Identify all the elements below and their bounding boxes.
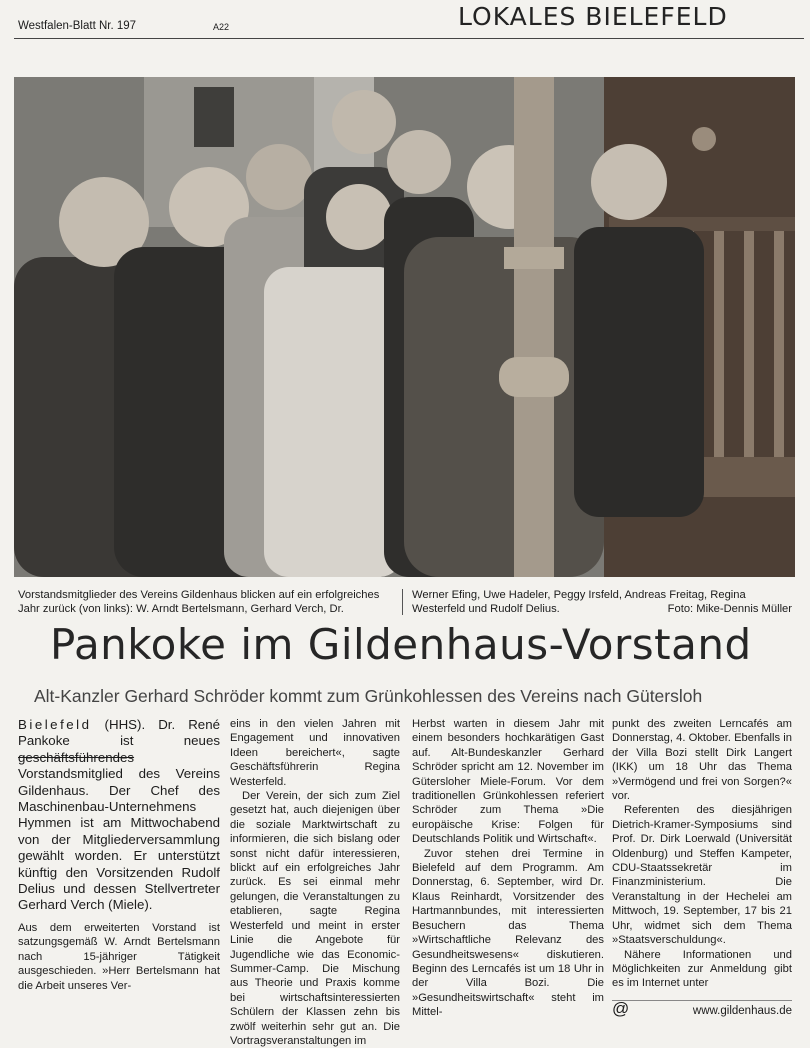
section-title: LOKALES BIELEFELD [458,2,728,31]
newspaper-issue: Westfalen-Blatt Nr. 197 [18,20,137,32]
photo-caption: Vorstandsmitglieder des Vereins Gildenhaus blicken auf ein erfolgreiches Jahr zurück (von links): W. Arndt Bertelsmann, Gerhard Verch, Dr. [18,589,380,615]
subheadline: Alt-Kanzler Gerhard Schröder kommt zum Grünkohlessen des Vereins nach Gütersloh [34,686,703,706]
article-column-2 [230,717,400,1048]
paragraph: Herbst warten in diesem Jahr mit einem besonders hochkarätigen Gast auf. Alt-Bundeskanzler Gerhard Schröder spricht am 12. November im Gütersloher Miele-Forum. Vor dem traditionellen Grünkohlessen referiert Schröder zum Thema »Die europäische Krise: Folgen für Deutschlands Politik und Wirtschaft«. [412,718,604,846]
web-reference [612,1000,792,1017]
group-photo [14,77,795,577]
header-divider [14,38,804,39]
article-column-4 [612,717,792,991]
lead-text-rest: Vorstandsmitglied des Vereins Gildenhaus. Der Chef des Maschinenbau-Unternehmens Hymmen ist am Mittwochabend von der Mitgliederversammlung gewählt worden. Er unterstützt künftig den Vorsitzenden Rudolf Delius und dessen Stellvertreter Gerhard Verch (Miele). [18,766,220,913]
lead-text-start: (HHS). Dr. René Pankoke ist neues [18,717,220,749]
article-column-3 [412,717,604,1020]
caption-divider [402,589,403,615]
paragraph: Referenten des diesjährigen Dietrich-Kramer-Symposiums sind Prof. Dr. Dirk Loerwald (Universität Oldenburg) und Steffen Kampeter, CDU-Staatssekretär im Finanzministerium. Die Veranstaltung in der Hechelei am Mittwoch, 19. September, 17 bis 21 Uhr, widmet sich dem Thema »Staatsverschuldung«. [612,804,792,947]
paragraph: Nähere Informationen und Möglichkeiten zur Anmeldung gibt es im Internet unter [612,948,792,990]
paragraph: punkt des zweiten Lerncafés am Donnerstag, 4. Oktober. Ebenfalls in der Villa Bozi stellt Dirk Langert (IKK) um 18 Uhr das Thema »Vermögend und frei von Sorgen?« vor. [612,718,792,803]
headline: Pankoke im Gildenhaus-Vorstand [50,620,752,669]
paragraph: eins in den vielen Jahren mit Engagement und innovativen Ideen bereichert«, sagte Geschäftsführerin Regina Westerfeld. [230,718,400,788]
paragraph: Zuvor stehen drei Termine in Bielefeld auf dem Programm. Am Donnerstag, 6. September, wird Dr. Klaus Reinhardt, Vorsitzender des Hartmannbundes, mit interessierten Besuchern das Thema »Wirtschaftliche Relevanz des Gesundheitswesens« diskutieren. Beginn des Lerncafés ist um 18 Uhr in der Villa Bozi. Die »Gesundheitswirtschaft« steht im Mittel- [412,847,604,1019]
page-number: A22 [213,22,230,32]
website-url: www.gildenhaus.de [692,1005,792,1017]
at-sign-icon: @ [612,999,630,1018]
paragraph: Aus dem erweiterten Vorstand ist satzungsgemäß W. Arndt Bertelsmann nach 15-jähriger Tätigkeit ausgeschieden. »Herr Bertelsmann hat die Arbeit unseres Ver- [18,921,220,992]
lead-paragraph [18,717,220,914]
paragraph: Der Verein, der sich zum Ziel gesetzt hat, auch diejenigen über die soziale Marktwirtschaft zu informieren, die sich bislang oder sonst nicht dafür interessieren, blickt auf ein erfolgreiches Jahr zurück. Es sei einmal mehr gelungen, die Veranstaltungen zu etablieren, sagte Regina Westerfeld und meint in erster Linie die Angebote für Jugendliche wie das Economic-Summer-Camp. Die Mischung aus Theorie und Praxis komme bei wirtschaftsinteressierten Schülern der Klassen zehn bis zwölf weiterhin sehr gut an. Die Vortragsveranstaltungen im [230,790,400,1047]
article-column-1 [18,717,220,993]
photo-caption-continued [412,588,792,616]
dateline: Bielefeld [18,717,92,732]
caption-names: Werner Efing, Uwe Hadeler, Peggy Irsfeld, Andreas Freitag, Regina Westerfeld und Rudolf Delius. [412,589,746,615]
photo-credit: Foto: Mike-Dennis Müller [667,603,792,615]
group-photo-illustration [14,77,795,577]
struck-word: geschäftsführendes [18,749,135,765]
